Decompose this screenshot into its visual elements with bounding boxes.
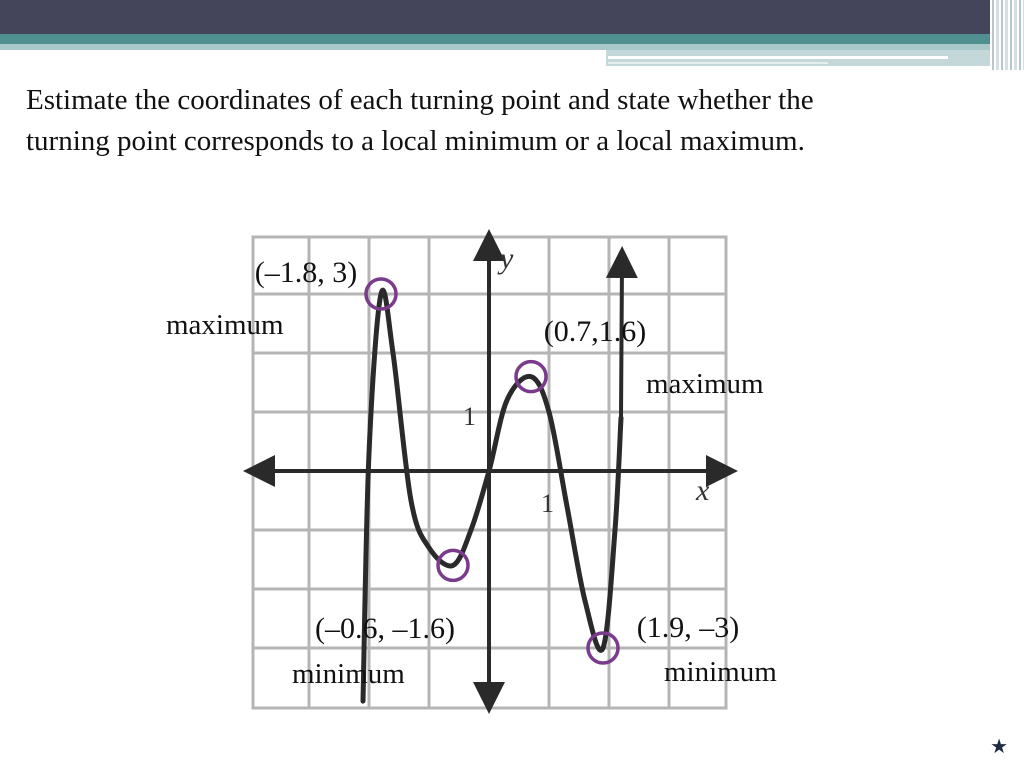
coordinate-label: (–0.6, –1.6): [315, 612, 455, 645]
extremum-type-label: maximum: [166, 309, 284, 341]
x-tick-label: 1: [541, 489, 554, 518]
extremum-type-label: maximum: [646, 368, 764, 400]
y-tick-label: 1: [463, 402, 476, 431]
question-text: Estimate the coordinates of each turning point and state whether the turning point corresponds to a local minimum or a local maximum.: [26, 84, 814, 157]
coordinate-label: (–1.8, 3): [254, 256, 358, 289]
x-axis-label: x: [696, 474, 710, 507]
extremum-type-label: minimum: [664, 656, 777, 688]
coordinate-label: (1.9, –3): [636, 611, 740, 644]
extremum-type-label: minimum: [292, 658, 405, 690]
coordinate-label: (0.7,1.6): [543, 315, 647, 348]
star-icon: ★: [990, 734, 1008, 758]
y-axis-label: y: [500, 242, 514, 275]
